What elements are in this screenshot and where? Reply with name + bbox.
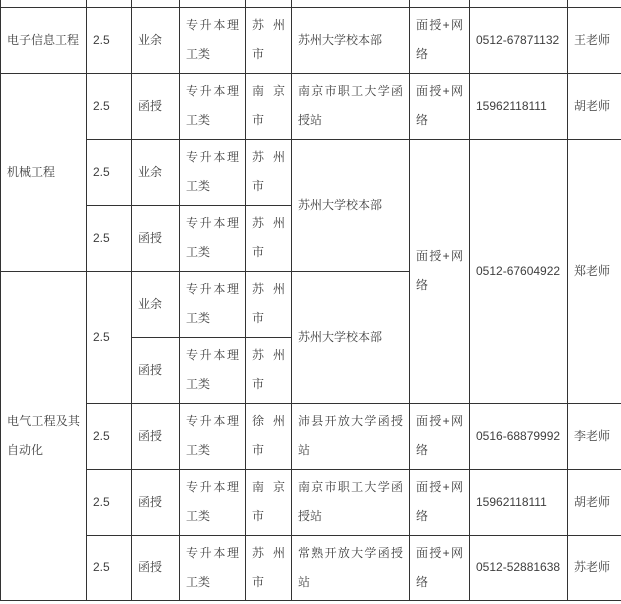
cell-category: 专升本理工类 [180,337,246,403]
cell-city: 苏州市 [246,337,292,403]
table-row [1,139,621,205]
table-row-cutoff [1,0,621,7]
cell-teaching-site: 常熟开放大学函授站 [292,535,410,600]
cell-city: 南京市 [246,73,292,139]
cell-delivery: 面授+网络 [410,469,470,535]
cell-contact: 郑老师 [568,139,621,403]
cell-contact: 胡老师 [568,469,621,535]
cell-category: 专升本理工类 [180,403,246,469]
cell-empty [568,0,621,7]
cell-study-mode: 函授 [132,469,180,535]
cell-delivery: 面授+网络 [410,7,470,73]
cell-category: 专升本理工类 [180,73,246,139]
cell-empty [292,0,410,7]
cell-category: 专升本理工类 [180,139,246,205]
cell-phone: 15962118111 [470,73,568,139]
cell-teaching-site: 南京市职工大学函授站 [292,73,410,139]
cell-city: 南京市 [246,469,292,535]
cell-duration: 2.5 [87,7,132,73]
cell-empty [87,0,132,7]
cell-empty [246,0,292,7]
cell-empty [470,0,568,7]
cell-city: 苏州市 [246,7,292,73]
cell-study-mode: 函授 [132,205,180,271]
cell-duration: 2.5 [87,139,132,205]
cell-contact: 李老师 [568,403,621,469]
cell-city: 苏州市 [246,205,292,271]
table-row [1,469,621,535]
cell-phone: 0516-68879992 [470,403,568,469]
cell-delivery: 面授+网络 [410,73,470,139]
cell-contact: 苏老师 [568,535,621,600]
cell-study-mode: 函授 [132,403,180,469]
cell-duration: 2.5 [87,73,132,139]
cell-study-mode: 业余 [132,139,180,205]
table-row [1,403,621,469]
cell-empty [180,0,246,7]
cell-contact: 胡老师 [568,73,621,139]
cell-phone: 15962118111 [470,469,568,535]
cell-phone: 0512-52881638 [470,535,568,600]
cell-program: 机械工程 [1,73,87,271]
cell-study-mode: 函授 [132,535,180,600]
cell-teaching-site: 沛县开放大学函授站 [292,403,410,469]
cell-teaching-site: 苏州大学校本部 [292,139,410,271]
cell-category: 专升本理工类 [180,469,246,535]
cell-city: 苏州市 [246,271,292,337]
cell-category: 专升本理工类 [180,7,246,73]
cell-phone: 0512-67604922 [470,139,568,403]
cell-category: 专升本理工类 [180,271,246,337]
cell-study-mode: 业余 [132,7,180,73]
cell-contact: 王老师 [568,7,621,73]
table-row [1,73,621,139]
cell-delivery: 面授+网络 [410,403,470,469]
cell-delivery: 面授+网络 [410,139,470,403]
cell-duration: 2.5 [87,271,132,403]
cell-empty [132,0,180,7]
cell-duration: 2.5 [87,403,132,469]
cell-delivery: 面授+网络 [410,535,470,600]
cell-teaching-site: 南京市职工大学函授站 [292,469,410,535]
table-row [1,535,621,600]
cell-teaching-site: 苏州大学校本部 [292,7,410,73]
cell-category: 专升本理工类 [180,205,246,271]
cell-city: 徐州市 [246,403,292,469]
cell-empty [1,0,87,7]
cell-empty [410,0,470,7]
cell-program: 电气工程及其自动化 [1,271,87,600]
cell-city: 苏州市 [246,535,292,600]
cell-duration: 2.5 [87,535,132,600]
cell-phone: 0512-67871132 [470,7,568,73]
cell-city: 苏州市 [246,139,292,205]
cell-teaching-site: 苏州大学校本部 [292,271,410,403]
cell-program: 电子信息工程 [1,7,87,73]
cell-duration: 2.5 [87,469,132,535]
table-row [1,7,621,73]
cell-study-mode: 函授 [132,73,180,139]
cell-study-mode: 函授 [132,337,180,403]
cell-study-mode: 业余 [132,271,180,337]
cell-duration: 2.5 [87,205,132,271]
cell-category: 专升本理工类 [180,535,246,600]
